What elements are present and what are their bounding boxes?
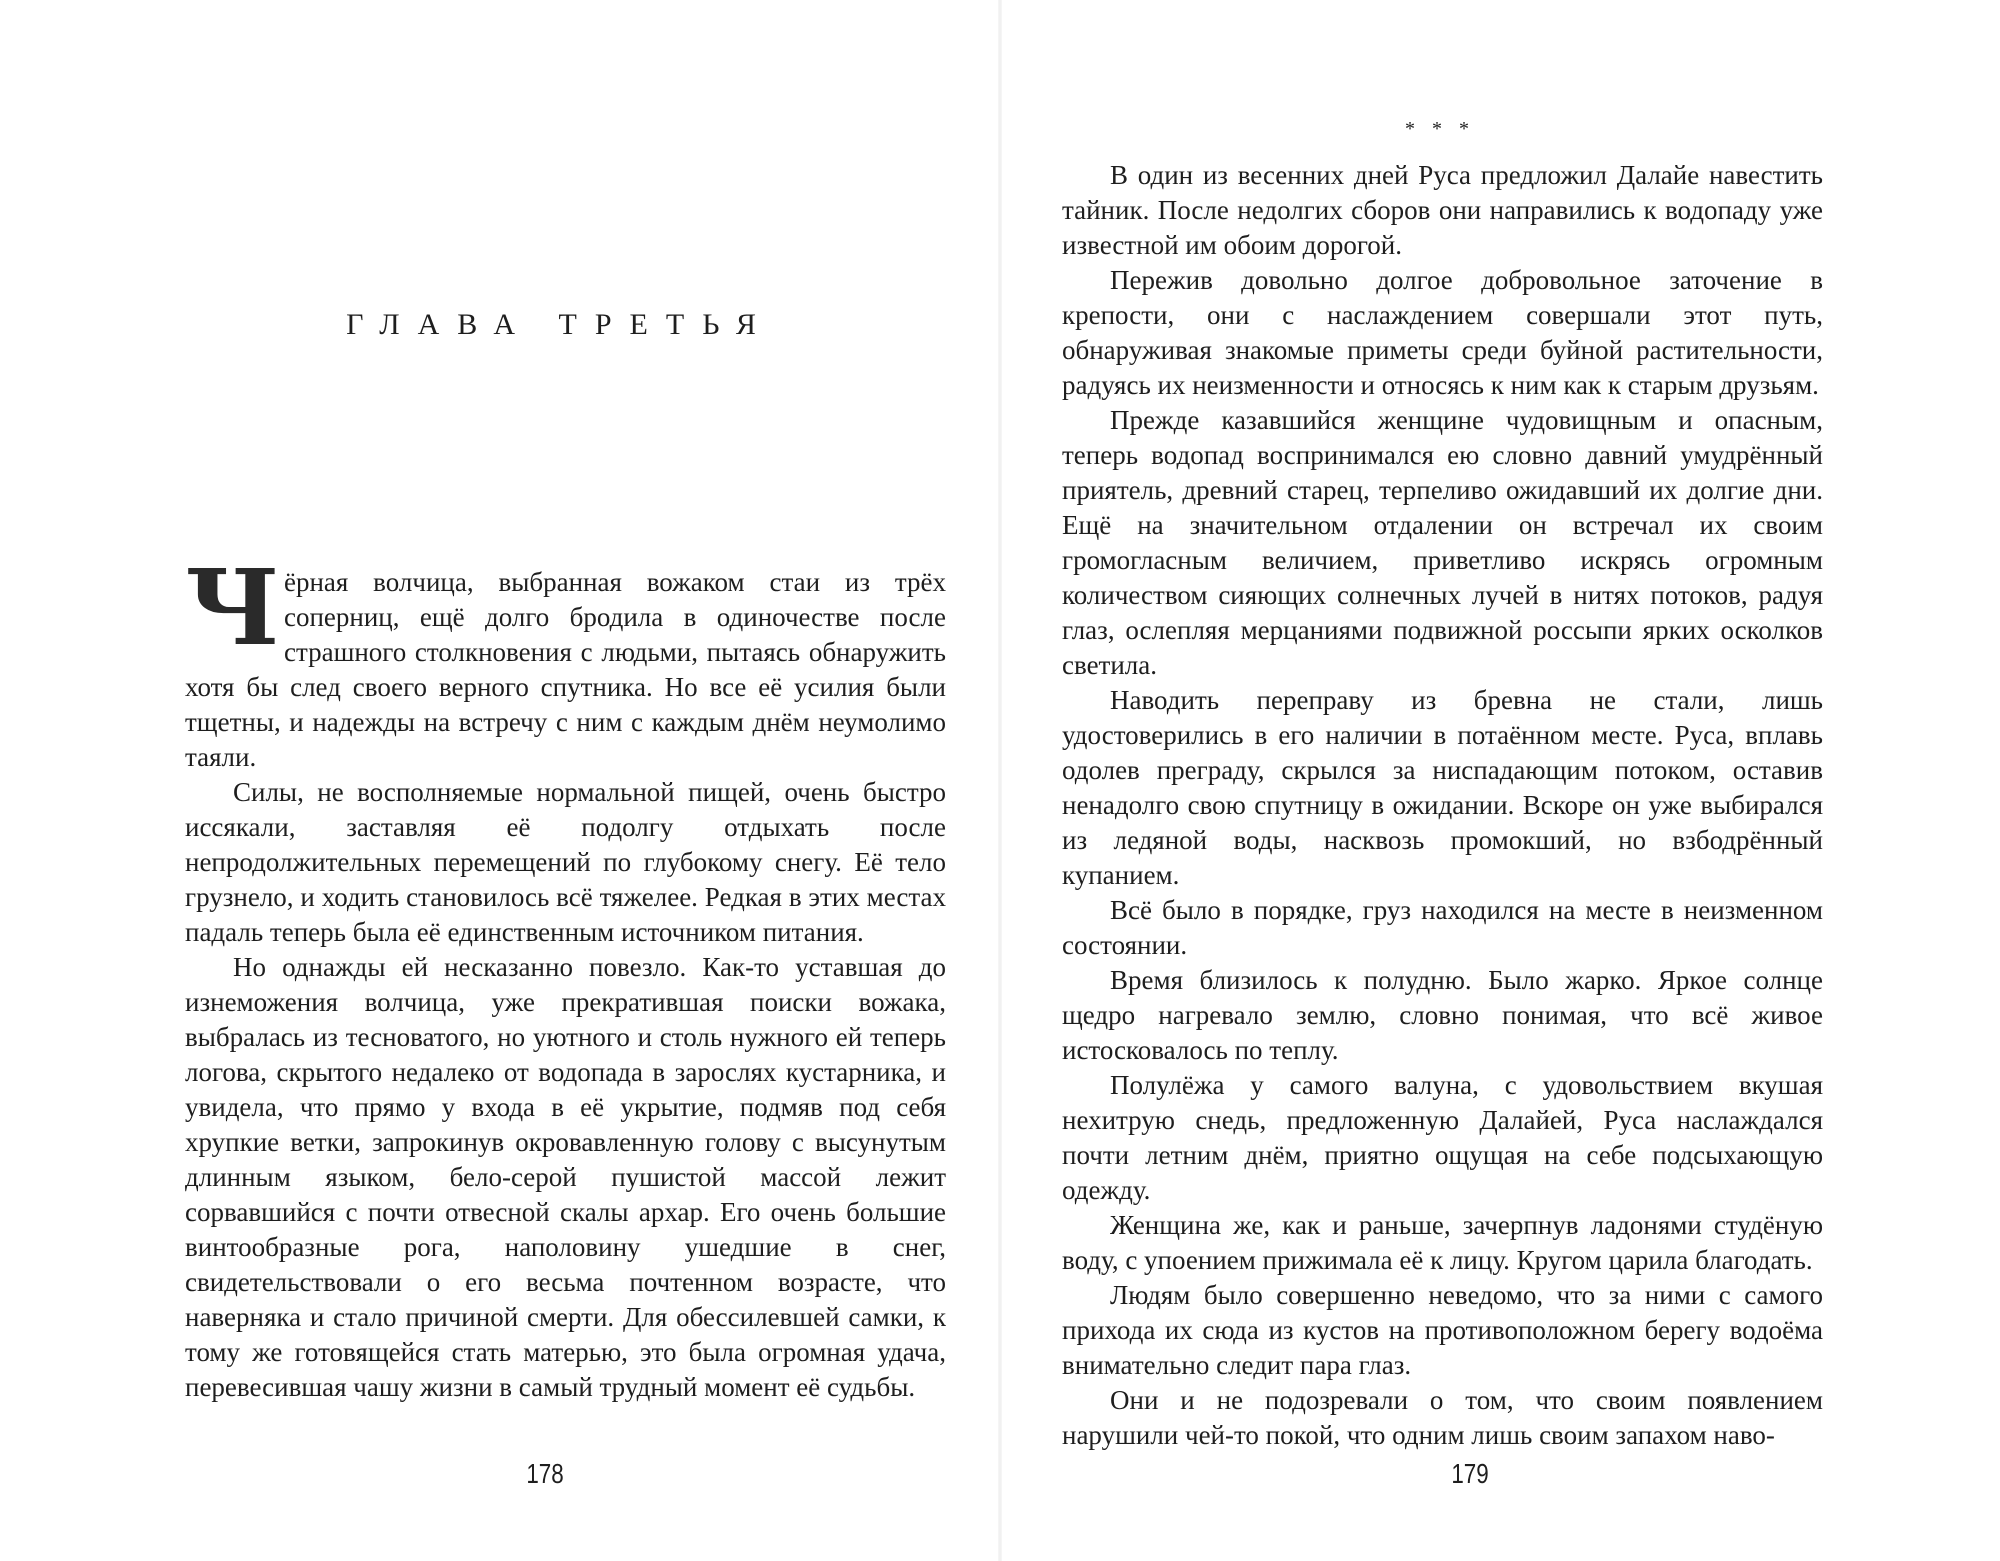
paragraph: Наводить переправу из бревна не стали, лишь удостоверились в его наличии в потаённом месте. Руса, вплавь одолев преграду, скрылся за ниспадающим потоком, оставив ненадолго свою спутницу в ожидании. Вскоре он уже выбирался из ледяной воды, насквозь промокший, но взбодрённый купанием. bbox=[1062, 685, 1823, 890]
paragraph-3: Но однажды ей несказанно повезло. Как-то уставшая до изнеможения волчица, уже прекратившая поиски вожака, выбралась из тесноватого, но уютного и столь нужного ей теперь логова, скрытого недалеко от водопада в зарослях кустарника, и увидела, что прямо у входа в её укрытие, подмяв под себя хрупкие ветки, запрокинув окровавленную голову с высунутым длинным языком, бело-серой пушистой массой лежит сорвавшийся с почти отвесной скалы архар. Его очень большие винтообразные рога, наполовину ушедшие в снег, свидетельствовали о его весьма почтенном возрасте, что наверняка и стало причиной смерти. Для обессилевшей самки, к тому же готовящейся стать матерью, это была огромная удача, перевесившая чашу жизни в самый трудный момент её судьбы. bbox=[185, 952, 946, 1402]
paragraph-2: Силы, не восполняемые нормальной пищей, очень быстро иссякали, заставляя её подолгу отдыхать после непродолжительных перемещений по глубокому снегу. Её тело грузнело, и ходить становилось всё тяжелее. Редкая в этих местах падаль теперь была её единственным источником питания. bbox=[185, 777, 946, 947]
paragraph: Женщина же, как и раньше, зачерпнув ладонями студёную воду, с упоением прижимала её к лицу. Кругом царила благодать. bbox=[1062, 1210, 1823, 1275]
paragraph-1-text: ёрная волчица, выбранная вожаком стаи из трёх соперниц, ещё долго бродила в одиночестве после страшного столкновения с людьми, пытаясь обнаружить хотя бы след своего верного спутника. Но все её усилия были тщетны, и надежды на встречу с ним с каждым днём неумолимо таяли. bbox=[185, 567, 946, 772]
drop-cap-letter: Ч bbox=[185, 546, 280, 669]
paragraph: В один из весенних дней Руса предложил Далайе навестить тайник. После недолгих сборов они направились к водопаду уже известной им обоим дорогой. bbox=[1062, 160, 1823, 260]
paragraph: Всё было в порядке, груз находился на месте в неизменном состоянии. bbox=[1062, 895, 1823, 960]
section-separator: * * * bbox=[1405, 118, 1475, 140]
paragraph: Время близилось к полудню. Было жарко. Яркое солнце щедро нагревало землю, словно понимая, что всё живое истосковалось по теплу. bbox=[1062, 965, 1823, 1065]
paragraph-1 bbox=[185, 546, 946, 775]
paragraph: Прежде казавшийся женщине чудовищным и опасным, теперь водопад воспринимался ею словно давний умудрённый приятель, древний старец, терпеливо ожидавший их долгие дни. Ещё на значительном отдалении он встречал их своим громогласным величием, приветливо искрясь огромным количеством сияющих солнечных лучей в нитях потоков, радуя глаз, ослепляя мерцаниями подвижной россыпи ярких осколков светила. bbox=[1062, 405, 1823, 680]
paragraph: Пережив довольно долгое добровольное заточение в крепости, они с наслаждением совершали этот путь, обнаруживая знакомые приметы среди буйной растительности, радуясь их неизменности и относясь к ним как к старым друзьям. bbox=[1062, 265, 1823, 400]
paragraph: Полулёжа у самого валуна, с удовольствием вкушая нехитрую снедь, предложенную Далайей, Руса наслаждался почти летним днём, приятно ощущая на себе подсыхающую одежду. bbox=[1062, 1070, 1823, 1205]
paragraph: Они и не подозревали о том, что своим появлением нарушили чей-то покой, что одним лишь своим запахом наво- bbox=[1062, 1385, 1823, 1450]
right-page-text bbox=[1062, 158, 1823, 1453]
page-number-left: 178 bbox=[526, 1458, 564, 1489]
paragraph: Людям было совершенно неведомо, что за ними с самого прихода их сюда из кустов на противоположном берегу водоёма внимательно следит пара глаз. bbox=[1062, 1280, 1823, 1380]
chapter-title: ГЛАВА ТРЕТЬЯ bbox=[346, 308, 774, 341]
left-page-text bbox=[185, 546, 946, 1405]
page-number-right: 179 bbox=[1451, 1458, 1489, 1489]
